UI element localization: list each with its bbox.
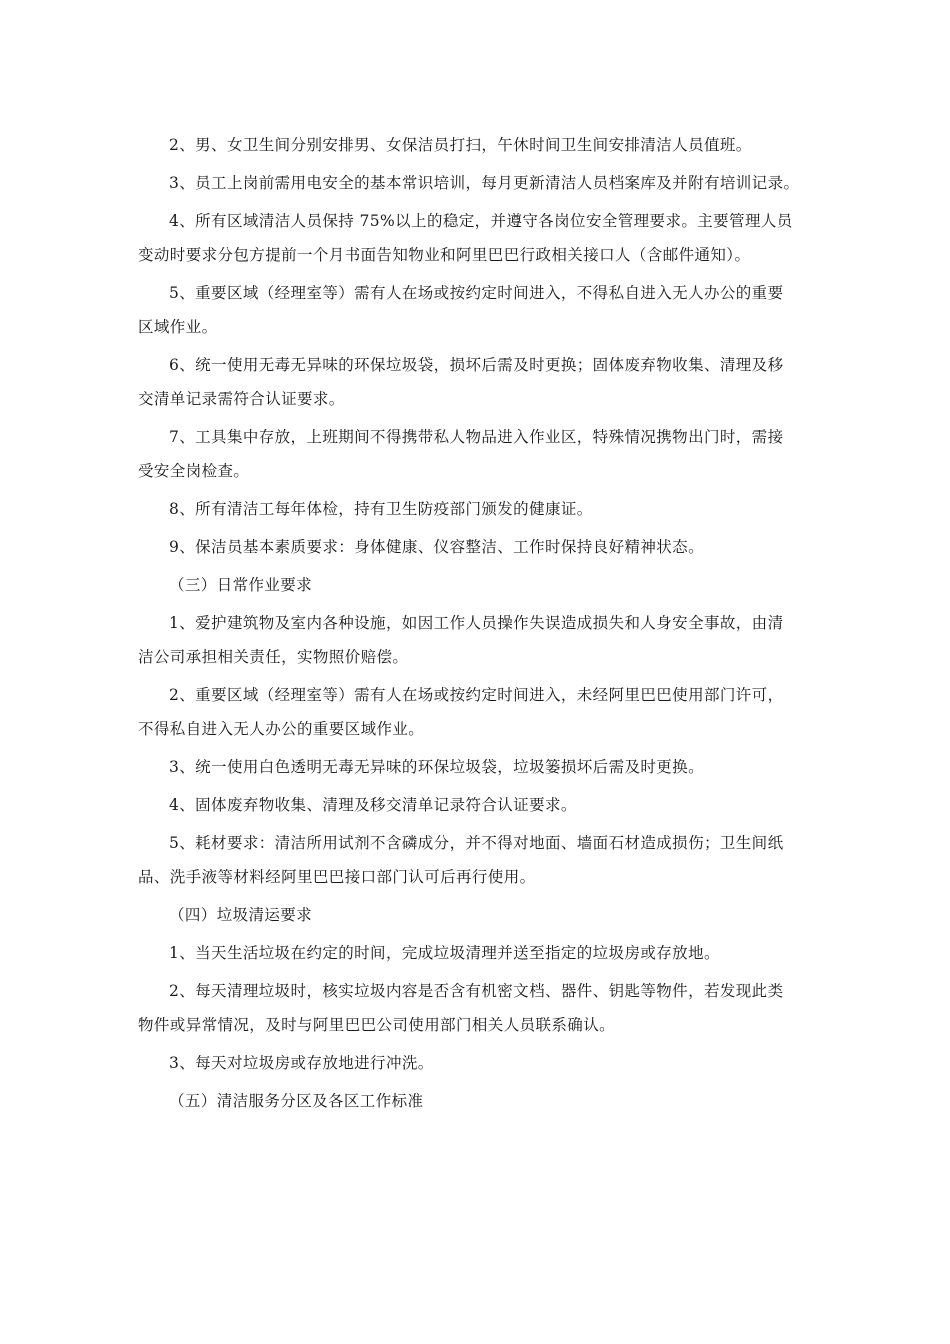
paragraph-line: 5、重要区域（经理室等）需有人在场或按约定时间进入，不得私自进入无人办公的重要 [169,284,784,302]
paragraph-line: 变动时要求分包方提前一个月书面告知物业和阿里巴巴行政相关接口人（含邮件通知）。 [138,246,751,264]
paragraph-line: 3、员工上岗前需用电安全的基本常识培训，每月更新清洁人员档案库及并附有培训记录。 [169,174,800,192]
paragraph-line: 5、耗材要求：清洁所用试剂不含磷成分，并不得对地面、墙面石材造成损伤；卫生间纸 [169,834,784,852]
section3-paragraph-2 [138,678,838,746]
section3-paragraph-4 [138,788,838,822]
paragraph-line: 洁公司承担相关责任，实物照价赔偿。 [138,648,409,666]
paragraph-line: 2、重要区域（经理室等）需有人在场或按约定时间进入，未经阿里巴巴使用部门许可， [169,686,784,704]
paragraph-line: 4、固体废弃物收集、清理及移交清单记录符合认证要求。 [169,796,577,814]
paragraph-line: 2、男、女卫生间分别安排男、女保洁员打扫，午休时间卫生间安排清洁人员值班。 [169,136,752,154]
paragraph-line: 物件或异常情况，及时与阿里巴巴公司使用部门相关人员联系确认。 [138,1016,616,1034]
section4-paragraph-3 [138,1046,838,1080]
paragraph-line: 3、每天对垃圾房或存放地进行冲洗。 [169,1054,434,1072]
paragraph-line: 不得私自进入无人办公的重要区域作业。 [138,720,425,738]
paragraph-line: 区域作业。 [138,318,218,336]
section3-paragraph-5 [138,826,838,894]
paragraph-line: 1、当天生活垃圾在约定的时间，完成垃圾清理并送至指定的垃圾房或存放地。 [169,944,720,962]
paragraph-item-6 [138,348,838,416]
paragraph-item-5 [138,276,838,344]
paragraph-item-9 [138,530,838,564]
paragraph-line: 4、所有区域清洁人员保持 75%以上的稳定，并遵守各岗位安全管理要求。主要管理人员 [169,212,793,230]
paragraph-line: 8、所有清洁工每年体检，持有卫生防疫部门颁发的健康证。 [169,500,593,518]
section-heading-daily-work: （三）日常作业要求 [169,576,313,594]
paragraph-line: 1、爱护建筑物及室内各种设施，如因工作人员操作失误造成损失和人身安全事故，由清 [169,614,784,632]
section4-paragraph-1 [138,936,838,970]
paragraph-line: 7、工具集中存放，上班期间不得携带私人物品进入作业区，特殊情况携物出门时，需接 [169,428,784,446]
section-heading-garbage: （四）垃圾清运要求 [169,906,313,924]
paragraph-line: 6、统一使用无毒无异味的环保垃圾袋，损坏后需及时更换；固体废弃物收集、清理及移 [169,356,784,374]
paragraph-item-3 [138,166,838,200]
paragraph-item-2 [138,128,838,162]
section-heading-zones: （五）清洁服务分区及各区工作标准 [169,1092,424,1110]
paragraph-line: 品、洗手液等材料经阿里巴巴接口部门认可后再行使用。 [138,868,536,886]
paragraph-line: 受安全岗检查。 [138,462,250,480]
paragraph-line: 交清单记录需符合认证要求。 [138,390,345,408]
section4-paragraph-2 [138,974,838,1042]
paragraph-line: 9、保洁员基本素质要求：身体健康、仪容整洁、工作时保持良好精神状态。 [169,538,704,556]
paragraph-item-8 [138,492,838,526]
paragraph-item-4 [138,204,838,272]
paragraph-line: 2、每天清理垃圾时，核实垃圾内容是否含有机密文档、器件、钥匙等物件，若发现此类 [169,982,784,1000]
section3-paragraph-1 [138,606,838,674]
document-body [138,128,838,1122]
section3-paragraph-3 [138,750,838,784]
paragraph-item-7 [138,420,838,488]
paragraph-line: 3、统一使用白色透明无毒无异味的环保垃圾袋，垃圾篓损坏后需及时更换。 [169,758,704,776]
